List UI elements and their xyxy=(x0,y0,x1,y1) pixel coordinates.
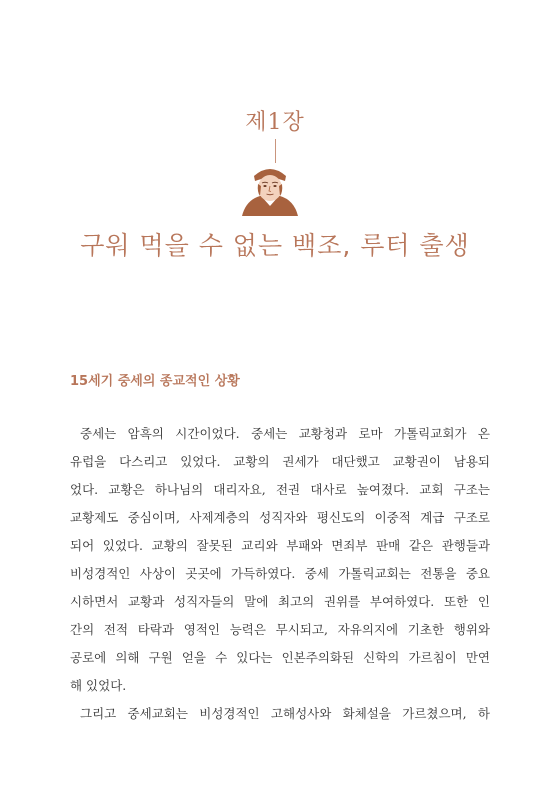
body-line: 교황제도 중심이며, 사제계층의 성직자와 평신도의 이중적 계급 구조로 xyxy=(70,510,490,525)
body-line: 시하면서 교황과 성직자들의 말에 최고의 권위를 부여하였다. 또한 인 xyxy=(70,594,490,609)
chapter-label: 제1장 xyxy=(245,110,305,135)
body-line: 비성경적인 사상이 곳곳에 가득하였다. 중세 가톨릭교회는 전통을 중요 xyxy=(70,566,490,581)
body-line: 되어 있었다. 교황의 잘못된 교리와 부패와 면죄부 판매 같은 관행들과 xyxy=(70,538,490,553)
body-line: 그리고 중세교회는 비성경적인 고해성사와 화체설을 가르쳤으며, 하 xyxy=(80,706,490,721)
body-text xyxy=(70,420,490,728)
section-heading: 15세기 중세의 종교적인 상황 xyxy=(70,374,240,389)
chapter-divider-line xyxy=(275,139,276,163)
body-line: 해 있었다. xyxy=(70,678,127,693)
body-line: 중세는 암흑의 시간이었다. 중세는 교황청과 로마 가톨릭교회가 온 xyxy=(80,426,490,441)
body-line: 유럽을 다스리고 있었다. 교황의 권세가 대단했고 교황권이 남용되 xyxy=(70,454,490,469)
luther-portrait-icon xyxy=(238,162,302,216)
chapter-title: 구워 먹을 수 없는 백조, 루터 출생 xyxy=(80,231,470,260)
body-line: 간의 전적 타락과 영적인 능력은 무시되고, 자유의지에 기초한 행위와 xyxy=(70,622,490,637)
body-line: 었다. 교황은 하나님의 대리자요, 전권 대사로 높여졌다. 교회 구조는 xyxy=(70,482,490,497)
body-line: 공로에 의해 구원 얻을 수 있다는 인본주의화된 신학의 가르침이 만연 xyxy=(70,650,490,665)
